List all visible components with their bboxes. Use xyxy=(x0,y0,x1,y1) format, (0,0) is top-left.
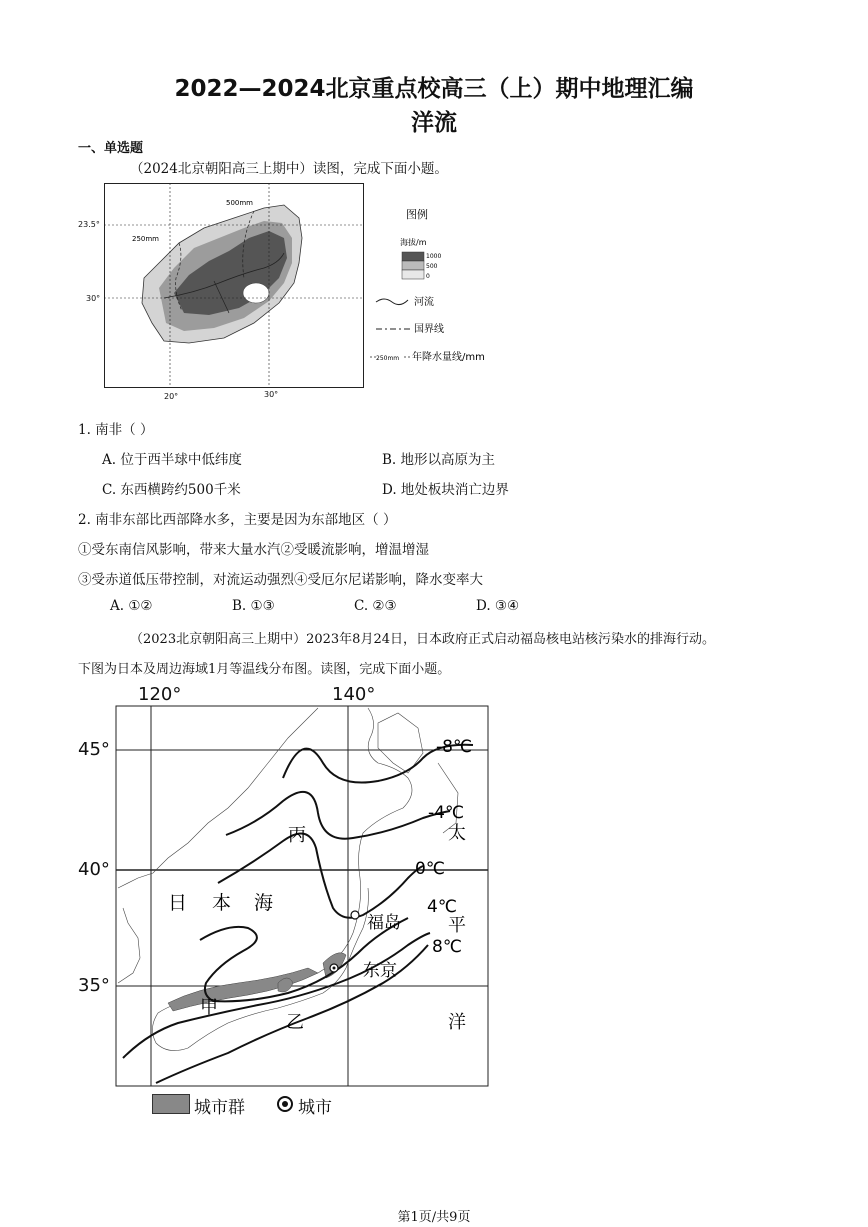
legend-elev-title: 海拔/m xyxy=(400,238,427,247)
ocean-label-ping: 平 xyxy=(448,915,466,936)
legend-elev-1000: 1000 xyxy=(426,253,442,260)
group2-intro-1: （2023北京朝阳高三上期中）2023年8月24日，日本政府正式启动福岛核电站核污染水的排海行动。 xyxy=(130,632,715,647)
city-cluster-swatch xyxy=(152,1094,190,1114)
q2-option-b[interactable]: B. ①③ xyxy=(232,598,275,614)
lat-45-label: 45° xyxy=(78,739,110,760)
rain-500-label: 500mm xyxy=(226,199,253,207)
isotherm-minus8: -8℃ xyxy=(436,737,473,757)
map1-legend xyxy=(370,200,530,370)
q1-option-c[interactable]: C. 东西横跨约500千米 xyxy=(102,482,241,498)
legend-rain: 年降水量线/mm xyxy=(412,352,485,363)
legend-elev-0: 0 xyxy=(426,273,430,280)
label-yi: 乙 xyxy=(286,1012,304,1033)
isotherm-8: 8℃ xyxy=(432,937,462,957)
japan-isotherm-map xyxy=(78,683,498,1118)
q2-option-d[interactable]: D. ③④ xyxy=(476,598,520,614)
ocean-label-yang: 洋 xyxy=(448,1012,466,1033)
legend-border: 国界线 xyxy=(414,324,444,335)
page-title: 2022—2024北京重点校高三（上）期中地理汇编 xyxy=(174,76,694,102)
q1-option-d[interactable]: D. 地处板块消亡边界 xyxy=(382,482,509,498)
q2-option-a[interactable]: A. ①② xyxy=(110,598,153,614)
lat-40-label: 40° xyxy=(78,859,110,880)
q2-stem: 2. 南非东部比西部降水多，主要是因为东部地区（ ） xyxy=(78,512,397,528)
label-jia: 甲 xyxy=(200,997,218,1018)
page-footer: 第1页/共9页 xyxy=(397,1210,471,1225)
isotherm-minus4: -4℃ xyxy=(428,803,465,823)
ocean-label-tai: 太 xyxy=(448,823,466,844)
legend-river: 河流 xyxy=(414,297,434,308)
q1-stem: 1. 南非（ ） xyxy=(78,422,154,438)
q1-option-b[interactable]: B. 地形以高原为主 xyxy=(382,452,496,468)
q2-option-c[interactable]: C. ②③ xyxy=(354,598,397,614)
legend-title: 图例 xyxy=(406,208,428,221)
lon-120-label: 120° xyxy=(138,684,182,705)
lat-23-label: 23.5° xyxy=(78,220,100,229)
city-tokyo: 东京 xyxy=(363,961,397,981)
lat-35-label: 35° xyxy=(78,975,110,996)
section-heading: 一、单选题 xyxy=(78,141,144,156)
isotherm-0: 0℃ xyxy=(415,859,445,879)
sea-label-hai: 海 xyxy=(254,892,274,914)
legend-city: 城市 xyxy=(298,1098,332,1118)
lon-30-label: 30° xyxy=(264,390,279,399)
label-bing: 丙 xyxy=(288,825,306,846)
city-fukushima: 福岛 xyxy=(367,913,401,933)
sea-label-ri: 日 xyxy=(168,892,188,914)
group2-intro-2: 下图为日本及周边海域1月等温线分布图。读图，完成下面小题。 xyxy=(78,662,451,677)
page-subtitle: 洋流 xyxy=(411,110,457,136)
city-marker-icon xyxy=(275,1094,295,1114)
lon-20-label: 20° xyxy=(164,392,179,401)
legend-rain-prefix: 250mm xyxy=(376,355,400,362)
q2-statement-2: ③受赤道低压带控制，对流运动强烈④受厄尔尼诺影响，降水变率大 xyxy=(78,572,483,588)
legend-elev-500: 500 xyxy=(426,263,438,270)
lat-30-label: 30° xyxy=(86,294,101,303)
rain-250-label: 250mm xyxy=(132,235,159,243)
group1-intro: （2024北京朝阳高三上期中）读图，完成下面小题。 xyxy=(130,161,448,177)
south-africa-map xyxy=(104,183,364,388)
lon-140-label: 140° xyxy=(332,684,376,705)
q2-statement-1: ①受东南信风影响，带来大量水汽②受暖流影响，增温增湿 xyxy=(78,542,429,558)
q1-option-a[interactable]: A. 位于西半球中低纬度 xyxy=(102,452,242,468)
sea-label-ben: 本 xyxy=(212,892,232,914)
isotherm-4: 4℃ xyxy=(427,897,457,917)
legend-city-cluster: 城市群 xyxy=(194,1098,245,1118)
